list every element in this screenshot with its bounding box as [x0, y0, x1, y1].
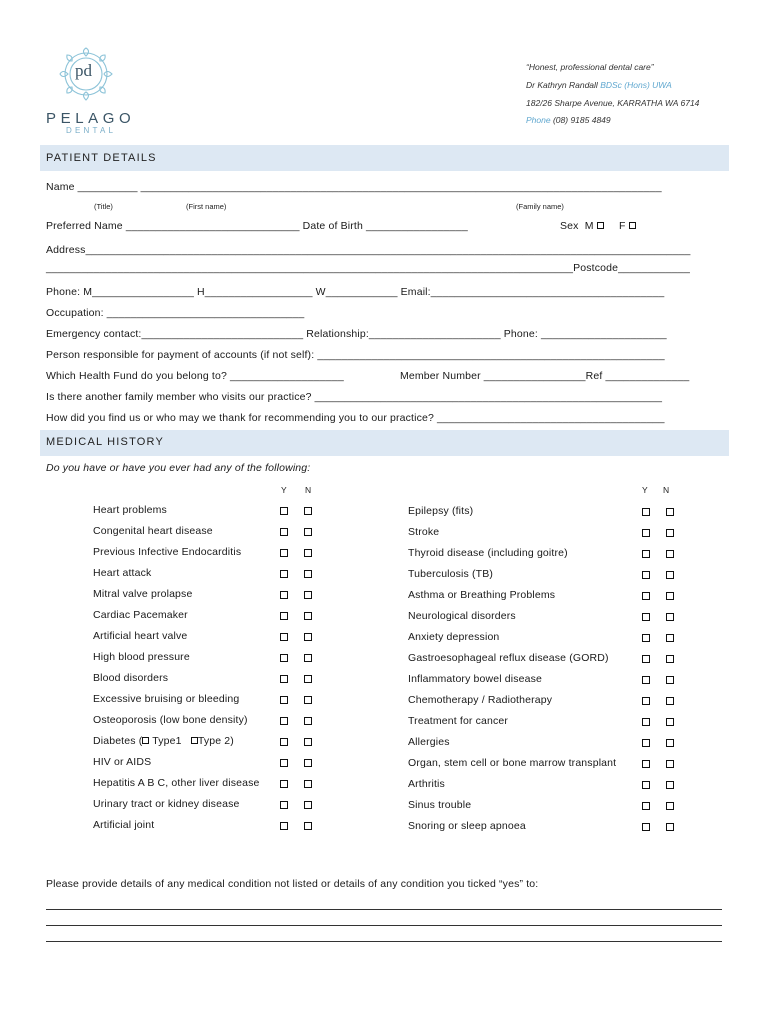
name-field[interactable]: Name __________ _______________________________________________________________________________________ — [46, 181, 662, 193]
condition-label — [408, 778, 445, 790]
yes-checkbox[interactable] — [280, 591, 288, 599]
condition-label — [93, 651, 190, 663]
no-checkbox[interactable] — [304, 549, 312, 557]
no-checkbox[interactable] — [304, 591, 312, 599]
yes-checkbox[interactable] — [642, 634, 650, 642]
no-checkbox[interactable] — [304, 717, 312, 725]
no-checkbox[interactable] — [304, 633, 312, 641]
no-checkbox[interactable] — [304, 675, 312, 683]
no-checkbox[interactable] — [304, 528, 312, 536]
sex-f-checkbox[interactable] — [629, 222, 636, 229]
condition-text: Asthma or Breathing Problems — [408, 589, 556, 601]
practice-address: 182/26 Sharpe Avenue, KARRATHA WA 6714 — [526, 98, 700, 108]
condition-label — [408, 610, 516, 622]
condition-text: Tuberculosis (TB) — [408, 568, 494, 580]
condition-text: Urinary tract or kidney disease — [93, 798, 240, 810]
condition-label — [93, 714, 248, 726]
yes-checkbox[interactable] — [642, 592, 650, 600]
condition-label — [93, 756, 151, 768]
yes-checkbox[interactable] — [642, 676, 650, 684]
condition-text: Gastroesophageal reflux disease (GORD) — [408, 652, 609, 664]
diabetes-type1-checkbox[interactable] — [142, 737, 149, 744]
logo-subtitle: DENTAL — [66, 126, 117, 135]
preferred-name-dob-field[interactable]: Preferred Name _____________________________ Date of Birth _________________ — [46, 220, 468, 232]
condition-text: Blood disorders — [93, 672, 169, 684]
no-checkbox[interactable] — [666, 739, 674, 747]
condition-label — [408, 589, 555, 601]
condition-label — [93, 798, 239, 810]
name-first-caption: (First name) — [186, 202, 227, 211]
no-checkbox[interactable] — [304, 822, 312, 830]
diabetes-open-paren: ( — [138, 735, 143, 747]
logo-monogram: pd — [75, 61, 92, 80]
condition-text: Stroke — [408, 526, 440, 538]
phone-line — [526, 115, 611, 125]
condition-text: Arthritis — [408, 778, 445, 790]
yes-checkbox[interactable] — [280, 696, 288, 704]
condition-text: High blood pressure — [93, 651, 190, 663]
condition-label — [93, 777, 259, 789]
yes-checkbox[interactable] — [642, 613, 650, 621]
yes-checkbox[interactable] — [642, 718, 650, 726]
diabetes-type2-label: Type 2) — [197, 735, 234, 747]
condition-text: Artificial joint — [93, 819, 155, 831]
yes-checkbox[interactable] — [642, 760, 650, 768]
no-checkbox[interactable] — [304, 759, 312, 767]
condition-text: Epilepsy (fits) — [408, 505, 474, 517]
yes-checkbox[interactable] — [642, 823, 650, 831]
sex-field — [560, 220, 636, 232]
medical-question: Do you have or have you ever had any of the following: — [46, 462, 311, 474]
yes-checkbox[interactable] — [642, 655, 650, 663]
condition-label — [93, 672, 168, 684]
yes-checkbox[interactable] — [280, 528, 288, 536]
condition-label — [93, 588, 192, 600]
condition-label — [408, 631, 499, 643]
no-checkbox[interactable] — [666, 550, 674, 558]
yes-checkbox[interactable] — [642, 739, 650, 747]
condition-text: Snoring or sleep apnoea — [408, 820, 526, 832]
logo-wordmark: PELAGO — [46, 110, 136, 127]
no-checkbox[interactable] — [666, 634, 674, 642]
condition-text: Mitral valve prolapse — [93, 588, 193, 600]
no-checkbox[interactable] — [666, 781, 674, 789]
condition-label — [408, 736, 450, 748]
no-checkbox[interactable] — [304, 801, 312, 809]
condition-text: Chemotherapy / Radiotherapy — [408, 694, 553, 706]
sex-m-checkbox[interactable] — [597, 222, 604, 229]
details-instruction: Please provide details of any medical condition not listed or details of any condition you ticked “yes” to: — [46, 878, 539, 890]
doctor-line — [526, 80, 672, 90]
diabetes-type2-checkbox[interactable] — [191, 737, 198, 744]
details-line-1[interactable] — [46, 909, 722, 910]
emergency-contact-field[interactable]: Emergency contact:___________________________ Relationship:______________________ Phone: _____________________ — [46, 328, 667, 340]
condition-label — [408, 820, 526, 832]
yes-checkbox[interactable] — [642, 529, 650, 537]
no-checkbox[interactable] — [666, 655, 674, 663]
sex-label: Sex — [560, 220, 579, 232]
family-member-field[interactable]: Is there another family member who visits our practice? __________________________________________________________ — [46, 391, 663, 403]
condition-text: Cardiac Pacemaker — [93, 609, 188, 621]
no-checkbox[interactable] — [666, 697, 674, 705]
right-yes-header: Y — [642, 485, 648, 495]
condition-label — [408, 673, 542, 685]
condition-label — [408, 568, 493, 580]
yes-checkbox[interactable] — [642, 550, 650, 558]
no-checkbox[interactable] — [666, 613, 674, 621]
yes-checkbox[interactable] — [280, 675, 288, 683]
no-checkbox[interactable] — [666, 802, 674, 810]
no-checkbox[interactable] — [304, 507, 312, 515]
yes-checkbox[interactable] — [642, 697, 650, 705]
condition-text: Congenital heart disease — [93, 525, 213, 537]
no-checkbox[interactable] — [666, 529, 674, 537]
condition-text: Artificial heart valve — [93, 630, 188, 642]
details-line-2[interactable] — [46, 925, 722, 926]
tagline: “Honest, professional dental care” — [526, 62, 654, 72]
no-checkbox[interactable] — [666, 823, 674, 831]
no-checkbox[interactable] — [304, 612, 312, 620]
no-checkbox[interactable] — [666, 718, 674, 726]
condition-text: Organ, stem cell or bone marrow transplant — [408, 757, 617, 769]
condition-text: Previous Infective Endocarditis — [93, 546, 242, 558]
condition-label — [93, 567, 151, 579]
condition-text: Anxiety depression — [408, 631, 500, 643]
yes-checkbox[interactable] — [642, 781, 650, 789]
condition-label — [93, 609, 188, 621]
name-title-caption: (Title) — [94, 202, 113, 211]
yes-checkbox[interactable] — [280, 507, 288, 515]
member-number-field[interactable]: Member Number _________________Ref ______________ — [400, 370, 690, 382]
address-field[interactable]: Address_____________________________________________________________________________________________________ — [46, 244, 691, 256]
condition-text: Thyroid disease (including goitre) — [408, 547, 568, 559]
yes-checkbox[interactable] — [280, 780, 288, 788]
doctor-qualification: BDSc (Hons) UWA — [600, 80, 672, 90]
yes-checkbox[interactable] — [280, 570, 288, 578]
condition-label — [93, 735, 234, 747]
left-yes-header: Y — [281, 485, 287, 495]
condition-label — [408, 799, 471, 811]
condition-label — [408, 694, 552, 706]
condition-label — [93, 504, 167, 516]
recommendation-field[interactable]: How did you find us or who may we thank for recommending you to our practice? ______________________________________ — [46, 412, 665, 424]
condition-text: Neurological disorders — [408, 610, 516, 622]
doctor-name: Dr Kathryn Randall — [526, 80, 598, 90]
yes-checkbox[interactable] — [642, 571, 650, 579]
details-line-3[interactable] — [46, 941, 722, 942]
condition-label — [93, 693, 239, 705]
no-checkbox[interactable] — [304, 738, 312, 746]
yes-checkbox[interactable] — [280, 822, 288, 830]
condition-text: Excessive bruising or bleeding — [93, 693, 240, 705]
yes-checkbox[interactable] — [280, 633, 288, 641]
no-checkbox[interactable] — [304, 780, 312, 788]
no-checkbox[interactable] — [304, 696, 312, 704]
condition-label — [93, 525, 213, 537]
condition-text: Heart attack — [93, 567, 152, 579]
left-no-header: N — [305, 485, 312, 495]
patient-details-heading: PATIENT DETAILS — [46, 152, 157, 164]
name-family-caption: (Family name) — [516, 202, 564, 211]
condition-text: Hepatitis A B C, other liver disease — [93, 777, 260, 789]
diabetes-type-options — [136, 735, 234, 747]
condition-label — [408, 526, 439, 538]
address-postcode-field[interactable]: ________________________________________________________________________________________Postcode____________ — [46, 262, 690, 274]
phone-label: Phone — [526, 115, 551, 125]
yes-checkbox[interactable] — [280, 654, 288, 662]
no-checkbox[interactable] — [666, 508, 674, 516]
condition-label — [93, 819, 154, 831]
health-fund-field[interactable]: Which Health Fund do you belong to? ___________________ — [46, 370, 344, 382]
sex-m-label: M — [584, 220, 594, 232]
condition-text: Diabetes — [93, 735, 136, 747]
right-no-header: N — [663, 485, 670, 495]
condition-label — [408, 757, 616, 769]
condition-text: Inflammatory bowel disease — [408, 673, 543, 685]
yes-checkbox[interactable] — [280, 759, 288, 767]
condition-text: HIV or AIDS — [93, 756, 152, 768]
condition-label — [93, 546, 241, 558]
phone-email-field[interactable]: Phone: M_________________ H__________________ W____________ Email:_______________________________________ — [46, 286, 665, 298]
no-checkbox[interactable] — [666, 571, 674, 579]
yes-checkbox[interactable] — [280, 612, 288, 620]
condition-text: Heart problems — [93, 504, 167, 516]
condition-label — [408, 715, 508, 727]
yes-checkbox[interactable] — [642, 802, 650, 810]
condition-label — [93, 630, 187, 642]
yes-checkbox[interactable] — [280, 801, 288, 809]
yes-checkbox[interactable] — [280, 549, 288, 557]
payment-responsible-field[interactable]: Person responsible for payment of accounts (if not self): __________________________________________________________ — [46, 349, 665, 361]
condition-label — [408, 652, 609, 664]
condition-label — [408, 547, 568, 559]
medical-history-heading: MEDICAL HISTORY — [46, 436, 165, 448]
yes-checkbox[interactable] — [280, 717, 288, 725]
no-checkbox[interactable] — [666, 592, 674, 600]
no-checkbox[interactable] — [666, 676, 674, 684]
yes-checkbox[interactable] — [280, 738, 288, 746]
condition-text: Sinus trouble — [408, 799, 472, 811]
condition-label — [408, 505, 473, 517]
diabetes-type1-label: Type1 — [152, 735, 182, 747]
condition-text: Treatment for cancer — [408, 715, 509, 727]
condition-text: Allergies — [408, 736, 450, 748]
occupation-field[interactable]: Occupation: _________________________________ — [46, 307, 305, 319]
sex-f-label: F — [619, 220, 626, 232]
condition-text: Osteoporosis (low bone density) — [93, 714, 248, 726]
yes-checkbox[interactable] — [642, 508, 650, 516]
no-checkbox[interactable] — [304, 654, 312, 662]
no-checkbox[interactable] — [666, 760, 674, 768]
phone-value: (08) 9185 4849 — [552, 115, 611, 125]
no-checkbox[interactable] — [304, 570, 312, 578]
